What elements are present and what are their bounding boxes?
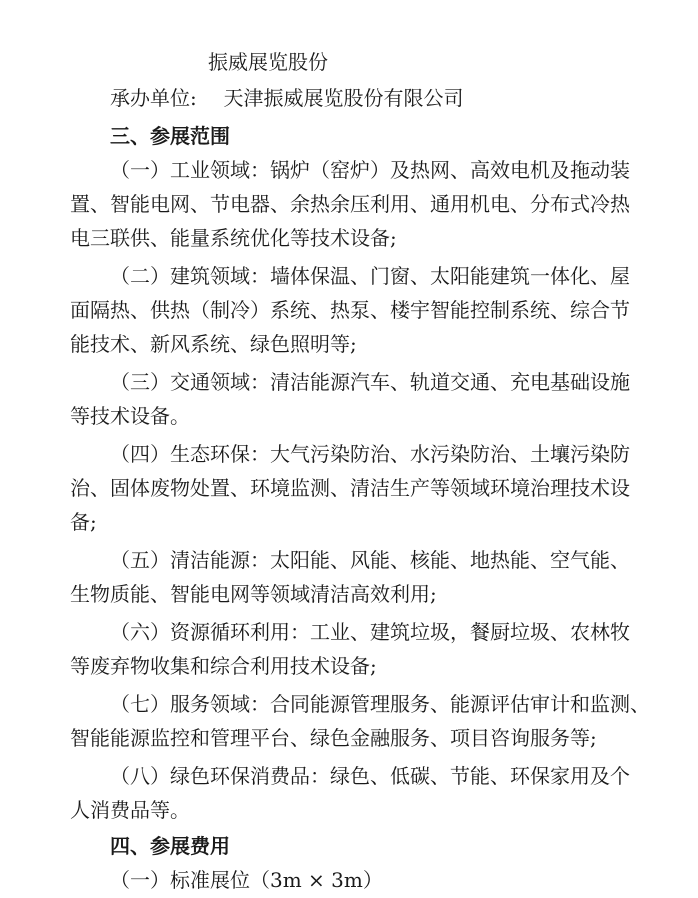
scope-line: （三）交通领域：清洁能源汽车、轨道交通、充电基础设施	[110, 370, 630, 394]
scope-line: （一）工业领域：锅炉（窑炉）及热网、高效电机及拖动装	[110, 158, 630, 182]
scope-line: 生物质能、智能电网等领域清洁高效利用;	[70, 582, 437, 606]
host-unit-label: 承办单位:	[110, 86, 197, 110]
scope-line: （七）服务领域：合同能源管理服务、能源评估审计和监测、	[110, 692, 650, 716]
scope-line: 面隔热、供热（制冷）系统、热泵、楼宇智能控制系统、综合节	[70, 298, 630, 322]
section-4-heading: 四、参展费用	[110, 834, 230, 858]
scope-line: （八）绿色环保消费品：绿色、低碳、节能、环保家用及个	[110, 764, 630, 788]
host-unit-value: 天津振威展览股份有限公司	[223, 86, 464, 110]
scope-line: 人消费品等。	[70, 798, 190, 822]
scope-line: 等技术设备。	[70, 404, 190, 428]
scope-line: 能技术、新风系统、绿色照明等;	[70, 332, 357, 356]
scope-line: 电三联供、能量系统优化等技术设备;	[70, 226, 397, 250]
scope-line: （六）资源循环利用：工业、建筑垃圾，餐厨垃圾、农林牧	[110, 620, 630, 644]
scope-line: 置、智能电网、节电器、余热余压利用、通用机电、分布式冷热	[70, 192, 630, 216]
scope-line: 智能能源监控和管理平台、绿色金融服务、项目咨询服务等;	[70, 726, 597, 750]
fee-item-standard-booth: （一）标准展位（3m × 3m）	[110, 868, 383, 892]
scope-line: 备;	[70, 510, 97, 534]
organizer-continuation: 振威展览股份	[208, 50, 328, 74]
scope-line: （二）建筑领域：墙体保温、门窗、太阳能建筑一体化、屋	[110, 264, 630, 288]
scope-line: （五）清洁能源：太阳能、风能、核能、地热能、空气能、	[110, 548, 630, 572]
scope-line: （四）生态环保：大气污染防治、水污染防治、土壤污染防	[110, 442, 630, 466]
scope-line: 等废弃物收集和综合利用技术设备;	[70, 654, 377, 678]
scope-line: 治、固体废物处置、环境监测、清洁生产等领域环境治理技术设	[70, 476, 630, 500]
host-unit-row	[110, 80, 463, 116]
section-3-heading: 三、参展范围	[110, 124, 230, 148]
